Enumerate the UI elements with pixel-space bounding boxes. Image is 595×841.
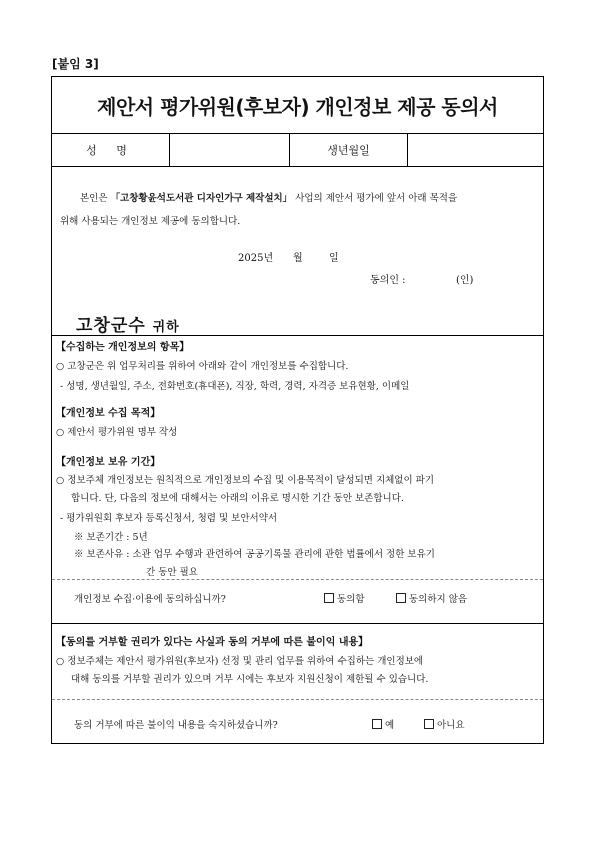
checkbox-icon[interactable]	[324, 593, 334, 603]
option-disagree[interactable]	[396, 591, 467, 605]
info-row	[52, 133, 543, 167]
section-collect-items-heading: 【수집하는 개인정보의 항목】	[56, 342, 190, 353]
addressee-suffix: 귀하	[152, 320, 180, 335]
option-disagree-label: 동의하지 않음	[409, 594, 468, 605]
question-acknowledge-text: 동의 거부에 따른 불이익 내용을 숙지하셨습니까?	[74, 720, 278, 731]
section-purpose-heading: 【개인정보 수집 목적】	[56, 408, 161, 419]
name-field[interactable]	[170, 133, 290, 166]
question-consent-text: 개인정보 수집·이용에 동의하십니까?	[74, 594, 226, 605]
option-no[interactable]	[424, 717, 465, 731]
date-year: 2025년	[238, 253, 274, 264]
section-refusal-heading: 【동의를 거부할 권리가 있다는 사실과 동의 거부에 따른 불이익 내용】	[56, 637, 369, 648]
section-purpose-line1: ○ 제안서 평가위원 명부 작성	[56, 427, 178, 438]
divider	[52, 335, 543, 336]
section-retention-line6: 간 동안 필요	[146, 567, 198, 578]
birth-label: 생년월일	[290, 133, 408, 166]
attachment-label: [붙임 3]	[52, 57, 99, 71]
date-month: 월	[293, 253, 303, 264]
option-no-label: 아니요	[437, 720, 465, 731]
birth-field[interactable]	[408, 133, 545, 166]
divider	[52, 579, 543, 580]
divider	[52, 623, 543, 624]
section-retention-line1: ○ 정보주체 개인정보는 원칙적으로 개인정보의 수집 및 이용목적이 달성되면 지체없이 파기	[56, 475, 435, 486]
section-collect-items-line1: ○ 고창군은 위 업무처리를 위하여 아래와 같이 개인정보를 수집합니다.	[56, 361, 349, 372]
section-retention-line5: ※ 보존사유 : 소관 업무 수행과 관련하여 공공기록물 관리에 관한 법률에서 정한 보유기	[74, 549, 435, 560]
option-agree[interactable]	[324, 591, 365, 605]
divider	[52, 699, 543, 700]
section-retention-line4: ※ 보존기간 : 5년	[74, 532, 148, 543]
consent-statement	[60, 187, 536, 233]
addressee-name: 고창군수	[76, 316, 146, 336]
option-yes[interactable]	[372, 717, 394, 731]
section-retention-heading: 【개인정보 보유 기간】	[56, 457, 161, 468]
agree-label: 동의인 :	[370, 275, 406, 286]
section-retention-line3: - 평가위원회 후보자 등록신청서, 청렴 및 보안서약서	[60, 513, 278, 524]
section-collect-items-line2: - 성명, 생년월일, 주소, 전화번호(휴대폰), 직장, 학력, 경력, 자격증 보유현황, 이메일	[60, 381, 410, 392]
option-agree-label: 동의함	[337, 594, 365, 605]
checkbox-icon[interactable]	[424, 719, 434, 729]
addressee	[76, 311, 180, 336]
option-yes-label: 예	[385, 720, 395, 731]
form-title: 제안서 평가위원(후보자) 개인정보 제공 동의서	[52, 77, 543, 134]
checkbox-icon[interactable]	[396, 593, 406, 603]
consent-line2: 위해 사용되는 개인정보 제공에 동의합니다.	[60, 216, 241, 227]
consent-line1-rest: 사업의 제안서 평가에 앞서 아래 목적을	[292, 193, 458, 204]
date-day: 일	[329, 253, 339, 264]
name-label: 성 명	[52, 133, 170, 166]
section-refusal-line2: 대해 동의를 거부할 권리가 있으며 거부 시에는 후보자 지원신청이 제한될 수 있습니다.	[71, 674, 429, 685]
seal-mark: (인)	[456, 275, 474, 286]
consent-form	[51, 76, 544, 744]
section-refusal-line1: ○ 정보주체는 제안서 평가위원(후보자) 선정 및 관리 업무를 위하여 수집하는 개인정보에	[56, 656, 424, 667]
project-name: 「고창황윤석도서관 디자인가구 제작설치」	[110, 193, 293, 204]
section-retention-line2: 합니다. 단, 다음의 정보에 대해서는 아래의 이유로 명시한 기간 동안 보존합니다.	[71, 493, 404, 504]
checkbox-icon[interactable]	[372, 719, 382, 729]
consent-prefix: 본인은	[80, 193, 111, 204]
